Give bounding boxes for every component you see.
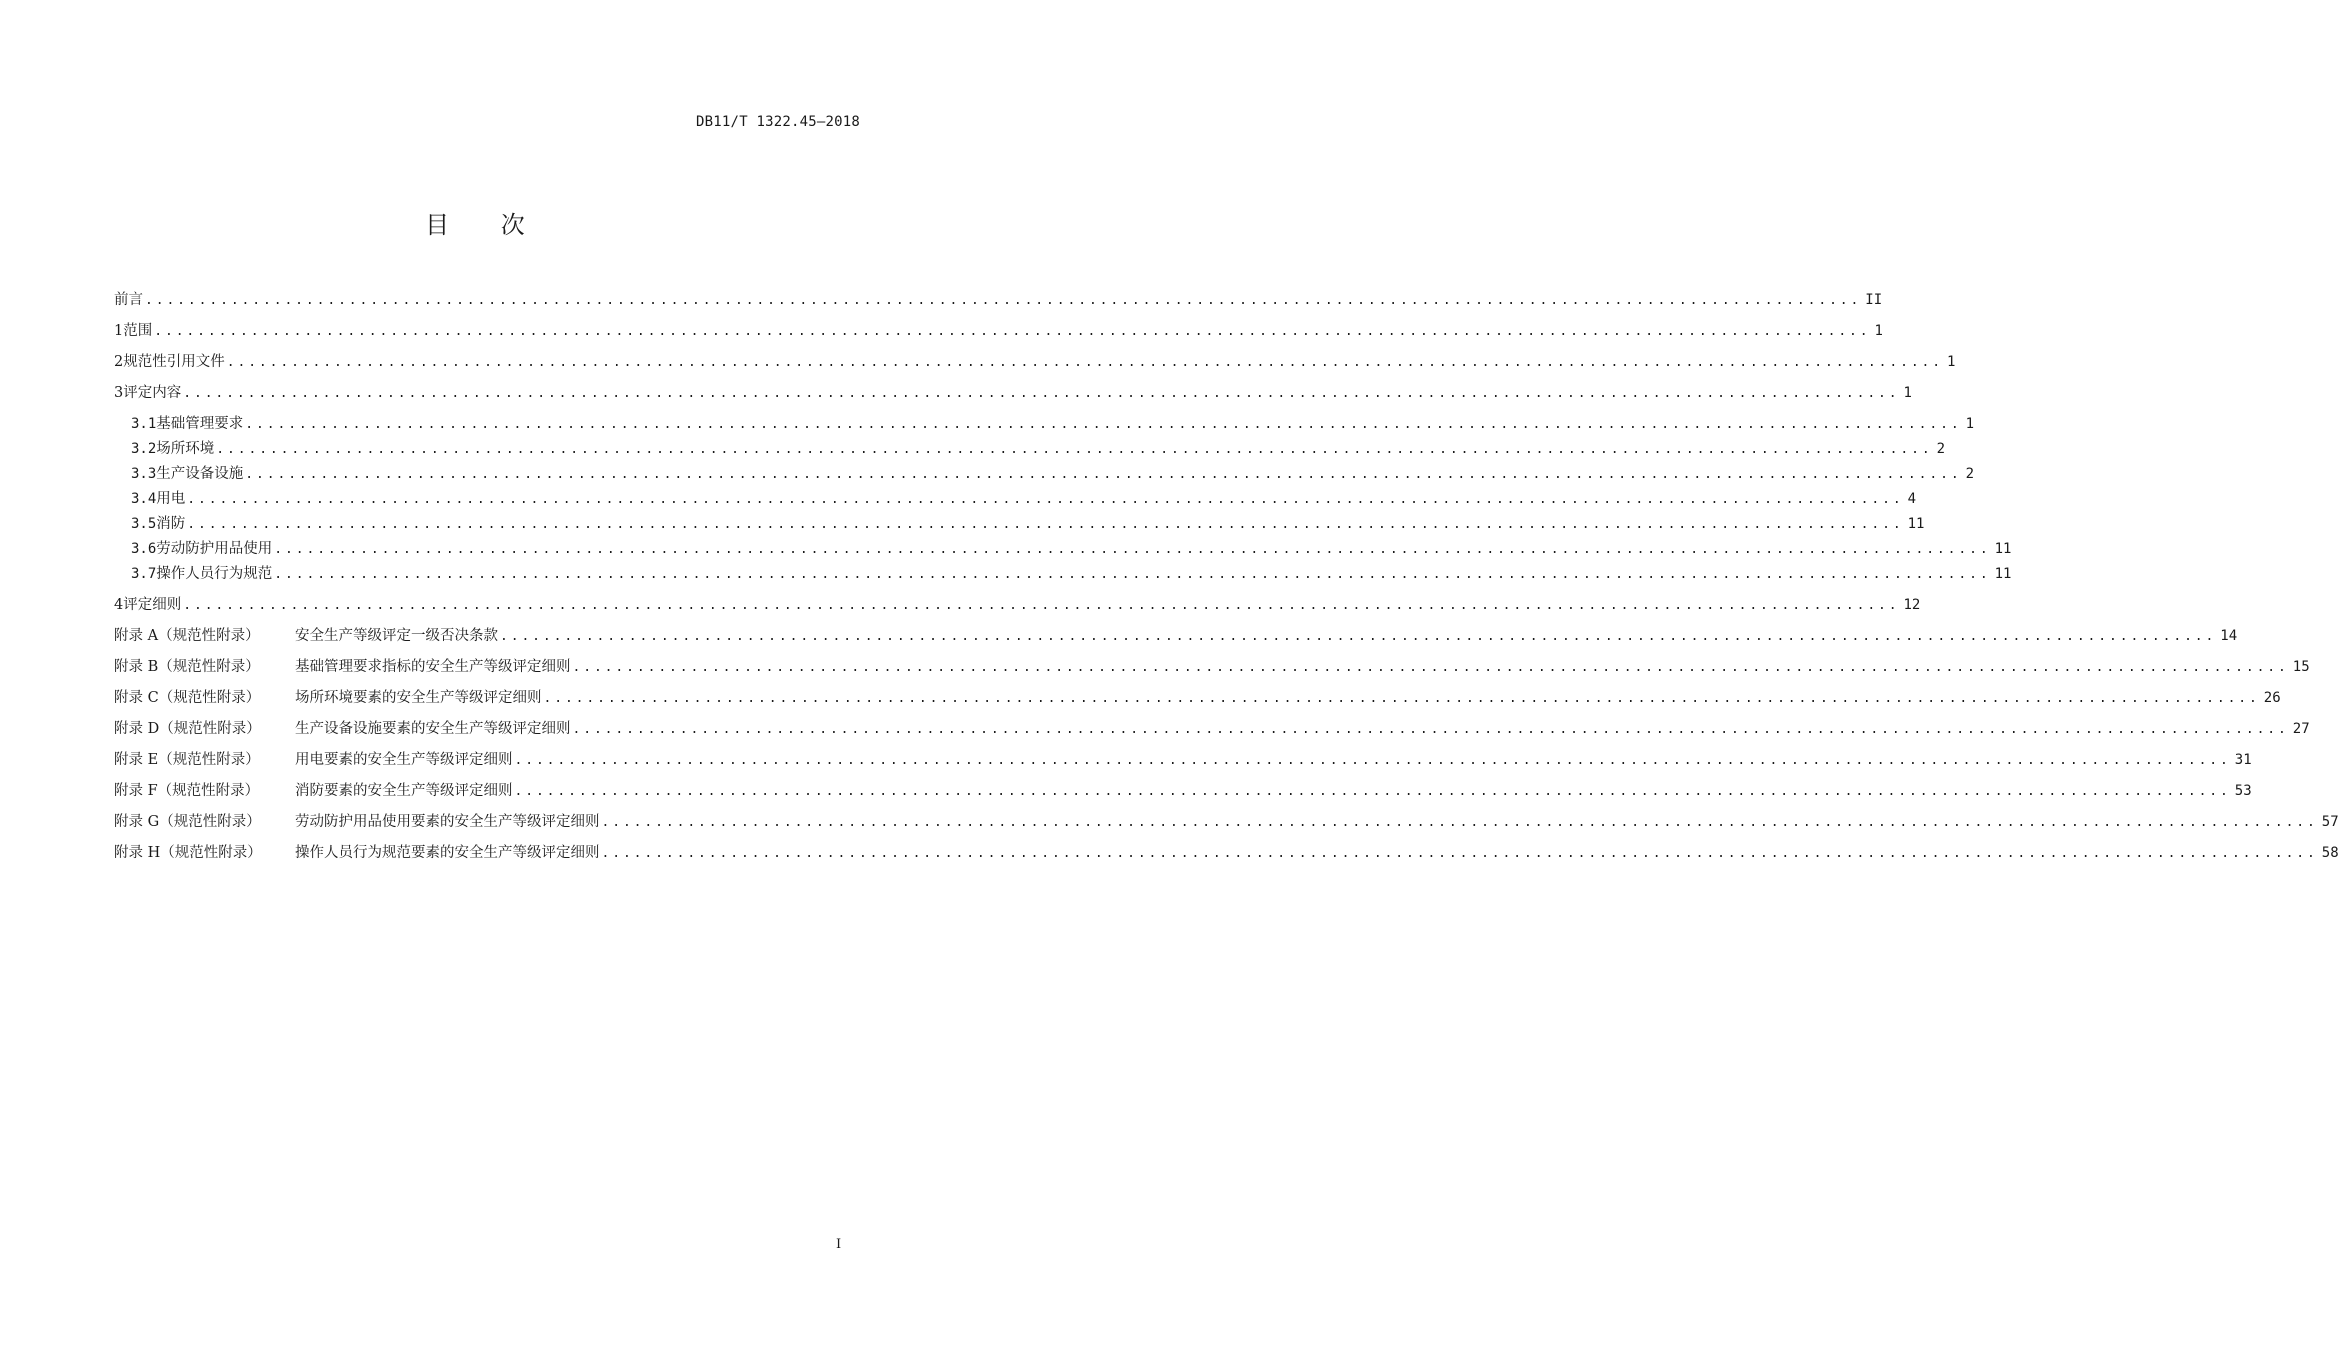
toc-entry-label: 规范性引用文件 [123,354,225,370]
toc-entry-number: 3.5 [131,516,157,532]
toc-entry-page: 1 [1874,323,1883,339]
toc-appendix-entry[interactable] [114,717,2310,739]
toc-entry-page: 57 [2321,814,2339,830]
toc-entry-label: 劳动防护用品使用 [156,541,273,557]
toc-entry-scope[interactable] [114,319,1883,341]
toc-entry-page: 27 [2292,721,2310,737]
appendix-id: 附录 B（规范性附录） [114,659,260,675]
toc-entry-page: 15 [2292,659,2310,675]
dot-leader: ................................................................................................................................................................ [154,324,1871,339]
toc-appendix-entry[interactable] [114,655,2310,677]
toc-appendix-entry[interactable] [114,686,2281,708]
toc-entry-label: 操作人员行为规范 [156,566,273,582]
toc-subentry[interactable] [131,537,2012,559]
toc-entry-number: 3.1 [131,416,157,432]
toc-subentry[interactable] [131,512,1925,534]
appendix-title: 安全生产等级评定一级否决条款 [295,628,498,644]
appendix-id: 附录 A（规范性附录） [114,628,260,644]
toc-entry-label: 基础管理要求 [156,416,244,432]
toc-entry-page: 11 [1994,566,2012,582]
toc-entry-page: 12 [1903,597,1921,613]
dot-leader: ................................................................................................................................................................ [274,542,1991,557]
toc-entry-evaluation-content[interactable] [114,381,1912,403]
appendix-id: 附录 F（规范性附录） [114,783,260,799]
toc-entry-page: 2 [1965,466,1974,482]
toc-entry-page: 26 [2263,690,2281,706]
toc-entry-number: 3.6 [131,541,157,557]
toc-appendix-entry[interactable] [114,779,2252,801]
toc-subentry[interactable] [131,462,1974,484]
toc-entry-label: 用电 [156,491,186,507]
toc-entry-number: 1 [114,323,124,339]
toc-entry-number: 3.3 [131,466,157,482]
toc-entry-page: 1 [1965,416,1974,432]
toc-entry-page: 1 [1903,385,1912,401]
dot-leader: ................................................................................................................................................................ [514,784,2231,799]
toc-subentry[interactable] [131,412,1974,434]
dot-leader: ................................................................................................................................................................ [601,846,2318,861]
appendix-title: 劳动防护用品使用要素的安全生产等级评定细则 [295,814,600,830]
dot-leader: ................................................................................................................................................................ [183,386,1900,401]
toc-entry-number: 2 [114,354,124,370]
dot-leader: ................................................................................................................................................................ [601,815,2318,830]
appendix-id: 附录 H（规范性附录） [114,845,262,861]
toc-entry-normative-references[interactable] [114,350,1956,372]
appendix-title: 用电要素的安全生产等级评定细则 [295,752,513,768]
dot-leader: ................................................................................................................................................................ [226,355,1943,370]
toc-entry-page: 53 [2234,783,2252,799]
toc-entry-label: 评定内容 [123,385,182,401]
page-number: I [836,1237,842,1252]
toc-entry-page: 11 [1994,541,2012,557]
document-code: DB11/T 1322.45—2018 [696,114,860,130]
dot-leader: ................................................................................................................................................................ [274,567,1991,582]
toc-entry-label: 消防 [156,516,186,532]
dot-leader: ................................................................................................................................................................ [187,492,1904,507]
toc-title: 目 次 [425,211,547,239]
toc-entry-number: 3.2 [131,441,157,457]
appendix-title: 生产设备设施要素的安全生产等级评定细则 [295,721,571,737]
appendix-id: 附录 C（规范性附录） [114,690,261,706]
toc-entry-number: 4 [114,597,124,613]
dot-leader: ................................................................................................................................................................ [187,517,1904,532]
dot-leader: ................................................................................................................................................................ [216,442,1933,457]
toc-entry-page: 31 [2234,752,2252,768]
dot-leader: ................................................................................................................................................................ [572,660,2289,675]
toc-entry-foreword[interactable] [114,288,1883,310]
toc-entry-label: 场所环境 [156,441,215,457]
toc-entry-label: 生产设备设施 [156,466,244,482]
appendix-title: 消防要素的安全生产等级评定细则 [295,783,513,799]
toc-entry-label: 范围 [123,323,153,339]
toc-entry-label: 评定细则 [123,597,182,613]
dot-leader: ................................................................................................................................................................ [500,629,2217,644]
dot-leader: ................................................................................................................................................................ [245,417,1962,432]
appendix-id: 附录 E（规范性附录） [114,752,260,768]
toc-entry-evaluation-rules[interactable] [114,593,1921,615]
appendix-title: 基础管理要求指标的安全生产等级评定细则 [295,659,571,675]
toc-entry-page: 58 [2321,845,2339,861]
appendix-id: 附录 D（规范性附录） [114,721,261,737]
dot-leader: ................................................................................................................................................................ [543,691,2260,706]
toc-subentry[interactable] [131,487,1916,509]
toc-entry-page: 1 [1947,354,1956,370]
dot-leader: ................................................................................................................................................................ [145,293,1862,308]
toc-entry-number: 3.7 [131,566,157,582]
toc-subentry[interactable] [131,437,1945,459]
toc-subentry[interactable] [131,562,2012,584]
toc-entry-label: 前言 [114,292,143,308]
toc-appendix-entry[interactable] [114,624,2238,646]
dot-leader: ................................................................................................................................................................ [572,722,2289,737]
toc-entry-page: 11 [1907,516,1925,532]
toc-entry-page: 14 [2220,628,2238,644]
toc-entry-page: 2 [1936,441,1945,457]
toc-entry-number: 3.4 [131,491,157,507]
appendix-title: 场所环境要素的安全生产等级评定细则 [295,690,542,706]
toc-appendix-entry[interactable] [114,748,2252,770]
dot-leader: ................................................................................................................................................................ [183,598,1900,613]
dot-leader: ................................................................................................................................................................ [245,467,1962,482]
toc-entry-number: 3 [114,385,124,401]
toc-entry-page: II [1865,292,1883,308]
toc-appendix-entry[interactable] [114,841,2339,863]
appendix-title: 操作人员行为规范要素的安全生产等级评定细则 [295,845,600,861]
appendix-id: 附录 G（规范性附录） [114,814,261,830]
dot-leader: ................................................................................................................................................................ [514,753,2231,768]
toc-appendix-entry[interactable] [114,810,2339,832]
toc-entry-page: 4 [1907,491,1916,507]
